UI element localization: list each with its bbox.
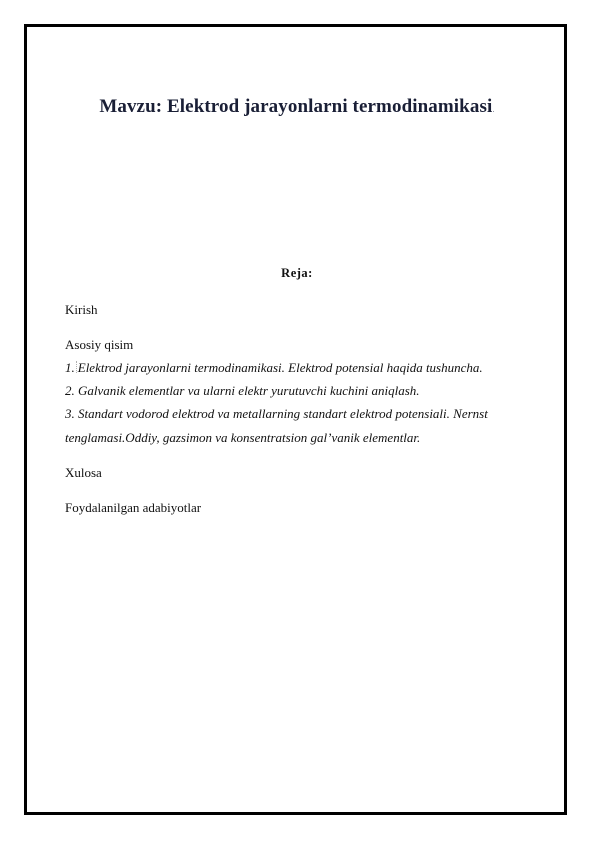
plan-item-1 bbox=[65, 360, 483, 376]
plan-item-3-continuation bbox=[65, 430, 420, 446]
plan-item-3-continuation-text: tenglamasi.Oddiy, gazsimon va konsentratsion gal’vanik elementlar. bbox=[65, 430, 421, 445]
plan-item-1-number: 1. bbox=[65, 360, 75, 375]
plan-item-2-number: 2. bbox=[65, 383, 75, 398]
plan-references: Foydalanilgan adabiyotlar bbox=[65, 500, 202, 515]
document-title bbox=[24, 96, 570, 118]
plan-item-2-text: Galvanik elementlar va ularni elektr yurutuvchi kuchini aniqlash. bbox=[78, 383, 420, 398]
text-cursor-marker bbox=[76, 361, 77, 373]
plan-conclusion: Xulosa bbox=[65, 465, 102, 480]
title-text: Mavzu: Elektrod jarayonlarni termodinamikasi bbox=[99, 96, 493, 117]
plan-item-2 bbox=[65, 383, 420, 399]
plan-main-part: Asosiy qisim bbox=[65, 337, 134, 352]
title-tail: . bbox=[492, 104, 495, 114]
plan-item-3-number: 3. bbox=[65, 406, 75, 421]
plan-item-1-text: Elektrod jarayonlarni termodinamikasi. Elektrod potensial haqida tushuncha. bbox=[77, 360, 483, 375]
plan-heading: Reja: bbox=[281, 266, 313, 280]
plan-intro: Kirish bbox=[65, 302, 98, 317]
plan-item-3-text: Standart vodorod elektrod va metallarning standart elektrod potensiali. Nernst bbox=[78, 406, 488, 421]
plan-item-3 bbox=[65, 406, 488, 422]
